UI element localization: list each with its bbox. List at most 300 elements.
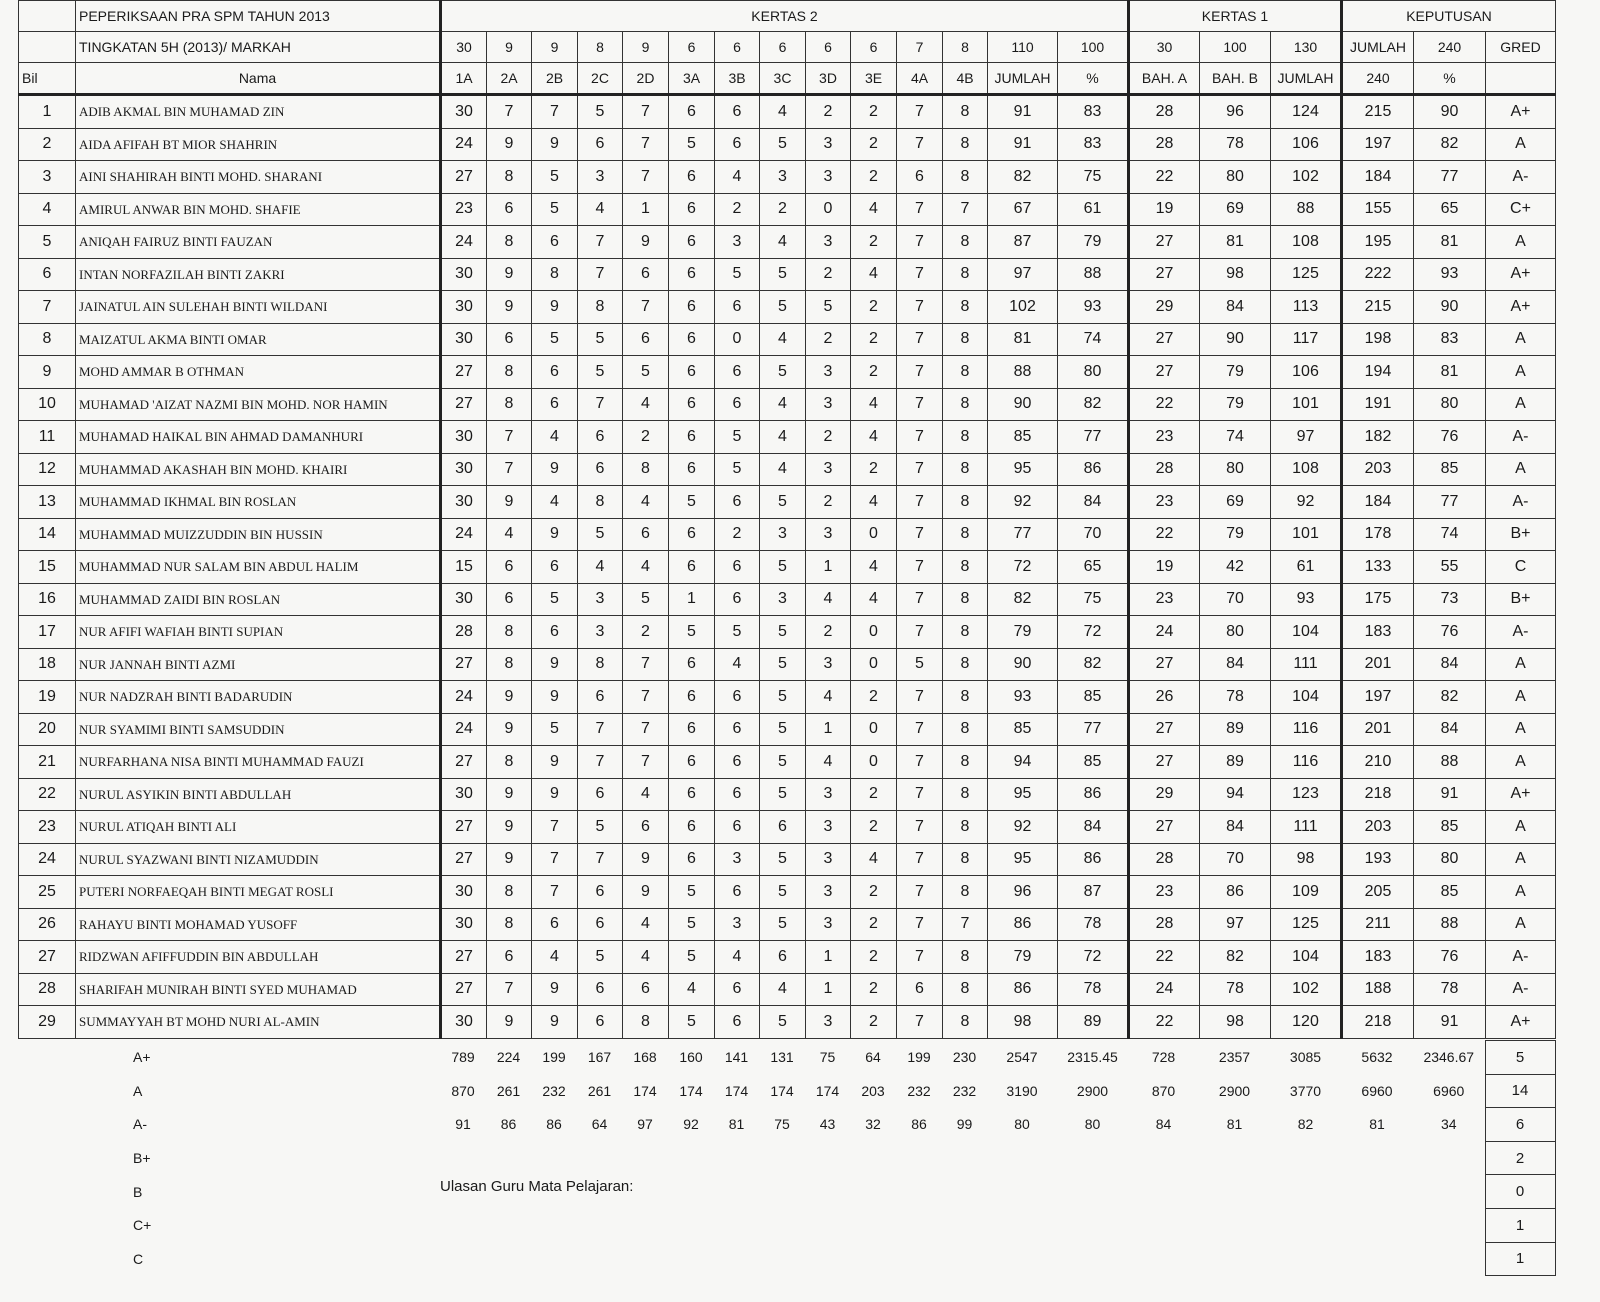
mark-cell: 7 — [623, 128, 669, 161]
summary-value — [987, 1242, 1057, 1276]
mark-cell: 8 — [943, 95, 988, 129]
mark-cell: 104 — [1271, 941, 1342, 974]
mark-cell: 9 — [487, 291, 532, 324]
mark-cell: 7 — [623, 648, 669, 681]
mark-cell: 211 — [1342, 908, 1414, 941]
student-bil: 19 — [19, 681, 76, 714]
mark-cell: 6 — [669, 95, 715, 129]
mark-cell: 7 — [897, 388, 943, 421]
mark-cell: 92 — [988, 486, 1058, 519]
student-bil: 4 — [19, 193, 76, 226]
summary-value: 232 — [907, 1082, 931, 1099]
mark-cell: 109 — [1271, 876, 1342, 909]
mark-cell: 82 — [1414, 681, 1486, 714]
mark-cell: 8 — [943, 973, 988, 1006]
mark-cell: 7 — [897, 583, 943, 616]
mark-cell: 27 — [441, 843, 487, 876]
mark-cell: 28 — [1129, 453, 1200, 486]
mark-cell: 4 — [487, 518, 532, 551]
summary-blank — [18, 1041, 75, 1075]
summary-value — [805, 1208, 850, 1242]
mark-cell: 91 — [1414, 1006, 1486, 1039]
student-name: AMIRUL ANWAR BIN MOHD. SHAFIE — [76, 193, 441, 226]
max-mark-cell: 8 — [578, 32, 623, 63]
max-mark-cell: 100 — [1058, 32, 1129, 63]
column-code-cell: 3E — [851, 63, 897, 95]
mark-cell: 23 — [1129, 876, 1200, 909]
summary-value: 224 — [496, 1049, 521, 1066]
summary-value: 75 — [819, 1049, 836, 1066]
mark-cell: 97 — [1200, 908, 1271, 941]
mark-cell: B+ — [1486, 518, 1556, 551]
summary-value: 174 — [724, 1082, 749, 1099]
summary-blank — [18, 1108, 75, 1142]
mark-cell: 1 — [806, 973, 851, 1006]
mark-cell: 104 — [1271, 616, 1342, 649]
mark-cell: 5 — [578, 95, 623, 129]
grade-count-box: 5 — [1485, 1041, 1555, 1075]
mark-cell: 8 — [943, 648, 988, 681]
student-row — [19, 551, 1556, 584]
mark-cell: 93 — [1271, 583, 1342, 616]
mark-cell: 2 — [851, 128, 897, 161]
mark-cell: 27 — [441, 161, 487, 194]
summary-value: 261 — [587, 1082, 612, 1099]
student-row — [19, 193, 1556, 226]
mark-cell: 175 — [1342, 583, 1414, 616]
mark-cell: 8 — [943, 778, 988, 811]
summary-value — [759, 1242, 805, 1276]
summary-value: 2547 — [1006, 1049, 1038, 1066]
summary-value: 75 — [774, 1116, 790, 1133]
mark-cell: 89 — [1200, 746, 1271, 779]
mark-cell: 6 — [669, 323, 715, 356]
student-name: JAINATUL AIN SULEHAH BINTI WILDANI — [76, 291, 441, 324]
mark-cell: 5 — [760, 778, 806, 811]
student-bil: 1 — [19, 95, 76, 129]
mark-cell: 6 — [897, 161, 943, 194]
student-bil: 6 — [19, 258, 76, 291]
student-row — [19, 746, 1556, 779]
mark-cell: 27 — [441, 388, 487, 421]
summary-value — [896, 1175, 942, 1209]
mark-cell: 3 — [715, 843, 760, 876]
mark-cell: 9 — [487, 128, 532, 161]
marks-table-body — [19, 1, 1556, 1039]
mark-cell: 27 — [1129, 811, 1200, 844]
summary-value — [1057, 1208, 1128, 1242]
mark-cell: 3 — [760, 161, 806, 194]
mark-cell: 8 — [943, 323, 988, 356]
mark-cell: 72 — [988, 551, 1058, 584]
mark-cell: 27 — [441, 648, 487, 681]
mark-cell: 6 — [669, 518, 715, 551]
summary-value: 86 — [546, 1116, 562, 1133]
mark-cell: 6 — [578, 876, 623, 909]
mark-cell: 5 — [760, 291, 806, 324]
mark-cell: 6 — [623, 518, 669, 551]
mark-cell: 6 — [669, 453, 715, 486]
student-bil: 8 — [19, 323, 76, 356]
mark-cell: 79 — [988, 941, 1058, 974]
group-keputusan: KEPUTUSAN — [1342, 1, 1556, 32]
mark-cell: 86 — [1200, 876, 1271, 909]
mark-cell: A — [1486, 713, 1556, 746]
mark-cell: 117 — [1271, 323, 1342, 356]
mark-cell: 9 — [532, 778, 578, 811]
mark-cell: 24 — [1129, 973, 1200, 1006]
summary-value: 232 — [542, 1082, 566, 1099]
mark-cell: 218 — [1342, 1006, 1414, 1039]
mark-cell: A — [1486, 388, 1556, 421]
student-bil: 28 — [19, 973, 76, 1006]
mark-cell: 5 — [897, 648, 943, 681]
summary-value — [1341, 1175, 1413, 1209]
summary-value — [1341, 1141, 1413, 1175]
summary-row — [18, 1141, 1555, 1175]
mark-cell: 4 — [623, 778, 669, 811]
summary-value — [440, 1208, 486, 1242]
max-mark-cell: 30 — [441, 32, 487, 63]
mark-cell: 2 — [760, 193, 806, 226]
mark-cell: 83 — [1058, 128, 1129, 161]
mark-cell: 1 — [806, 551, 851, 584]
student-row — [19, 258, 1556, 291]
mark-cell: 28 — [1129, 128, 1200, 161]
mark-cell: 4 — [532, 421, 578, 454]
mark-cell: 7 — [897, 95, 943, 129]
mark-cell: A — [1486, 226, 1556, 259]
mark-cell: 7 — [897, 843, 943, 876]
mark-cell: 8 — [943, 388, 988, 421]
summary-blank — [18, 1141, 75, 1175]
mark-cell: 8 — [487, 161, 532, 194]
mark-cell: 7 — [897, 681, 943, 714]
mark-cell: 116 — [1271, 713, 1342, 746]
mark-cell: 116 — [1271, 746, 1342, 779]
mark-cell: 6 — [669, 356, 715, 389]
summary-value — [1270, 1242, 1341, 1276]
mark-cell: 81 — [1200, 226, 1271, 259]
mark-cell: A- — [1486, 421, 1556, 454]
mark-cell: 85 — [1058, 746, 1129, 779]
summary-value — [1057, 1242, 1128, 1276]
mark-cell: 65 — [1058, 551, 1129, 584]
mark-cell: 193 — [1342, 843, 1414, 876]
max-mark-cell: 240 — [1414, 32, 1486, 63]
student-bil: 2 — [19, 128, 76, 161]
mark-cell: 0 — [851, 713, 897, 746]
student-bil: 10 — [19, 388, 76, 421]
mark-cell: 84 — [1414, 648, 1486, 681]
student-row — [19, 973, 1556, 1006]
column-code-cell: 4B — [943, 63, 988, 95]
mark-cell: 85 — [988, 713, 1058, 746]
mark-cell: 78 — [1200, 128, 1271, 161]
summary-value — [714, 1175, 759, 1209]
mark-cell: 23 — [1129, 421, 1200, 454]
mark-cell: 0 — [851, 518, 897, 551]
teacher-comment-label: Ulasan Guru Mata Pelajaran: — [440, 1178, 634, 1195]
summary-value — [622, 1242, 668, 1276]
mark-cell: 1 — [669, 583, 715, 616]
mark-cell: 8 — [487, 226, 532, 259]
mark-cell: 8 — [623, 453, 669, 486]
mark-cell: 8 — [943, 811, 988, 844]
mark-cell: 2 — [851, 161, 897, 194]
mark-cell: 30 — [441, 1006, 487, 1039]
mark-cell: 125 — [1271, 258, 1342, 291]
mark-cell: 2 — [851, 1006, 897, 1039]
mark-cell: 3 — [806, 843, 851, 876]
max-mark-cell: 6 — [806, 32, 851, 63]
mark-cell: 9 — [623, 226, 669, 259]
mark-cell: 5 — [578, 323, 623, 356]
mark-cell: 8 — [578, 648, 623, 681]
mark-cell: 7 — [487, 421, 532, 454]
mark-cell: 6 — [715, 551, 760, 584]
mark-cell: 5 — [532, 161, 578, 194]
student-row — [19, 1006, 1556, 1039]
student-name: NURUL ASYIKIN BINTI ABDULLAH — [76, 778, 441, 811]
summary-grade-label: C+ — [133, 1217, 152, 1234]
mark-cell: 5 — [760, 616, 806, 649]
mark-cell: 3 — [806, 908, 851, 941]
mark-cell: 191 — [1342, 388, 1414, 421]
mark-cell: 85 — [1058, 681, 1129, 714]
mark-cell: 3 — [806, 876, 851, 909]
summary-value: 203 — [861, 1082, 885, 1099]
mark-cell: 4 — [715, 941, 760, 974]
column-code-cell: % — [1058, 63, 1129, 95]
mark-cell: 8 — [578, 291, 623, 324]
mark-cell: 82 — [988, 583, 1058, 616]
mark-cell: 2 — [851, 453, 897, 486]
mark-cell: A- — [1486, 941, 1556, 974]
mark-cell: 5 — [760, 258, 806, 291]
mark-cell: 88 — [1271, 193, 1342, 226]
summary-value: 232 — [952, 1082, 977, 1099]
summary-value — [850, 1141, 896, 1175]
mark-cell: 4 — [851, 486, 897, 519]
mark-cell: 182 — [1342, 421, 1414, 454]
mark-cell: 86 — [1058, 778, 1129, 811]
mark-cell: 9 — [532, 291, 578, 324]
mark-cell: 0 — [851, 648, 897, 681]
mark-cell: 3 — [806, 518, 851, 551]
summary-value: 174 — [815, 1082, 840, 1099]
mark-cell: 8 — [943, 681, 988, 714]
mark-cell: 22 — [1129, 941, 1200, 974]
summary-value — [1057, 1141, 1128, 1175]
mark-cell: 83 — [1058, 95, 1129, 129]
student-bil: 13 — [19, 486, 76, 519]
mark-cell: 9 — [487, 681, 532, 714]
summary-row — [18, 1175, 1555, 1209]
mark-cell: 84 — [1200, 291, 1271, 324]
summary-value — [668, 1141, 714, 1175]
mark-cell: 5 — [760, 843, 806, 876]
summary-grade-label: A — [133, 1082, 143, 1099]
mark-cell: 27 — [1129, 258, 1200, 291]
mark-cell: 30 — [441, 421, 487, 454]
mark-cell: 29 — [1129, 291, 1200, 324]
mark-cell: 27 — [1129, 226, 1200, 259]
column-code-cell: JUMLAH — [1271, 63, 1342, 95]
column-code-cell: 3D — [806, 63, 851, 95]
summary-value — [987, 1141, 1057, 1175]
marks-table — [18, 0, 1556, 1039]
mark-cell: 84 — [1058, 811, 1129, 844]
mark-cell: A- — [1486, 486, 1556, 519]
mark-cell: 30 — [441, 453, 487, 486]
mark-cell: 7 — [897, 226, 943, 259]
col-nama-header: Nama — [76, 63, 441, 95]
summary-value — [486, 1208, 531, 1242]
summary-grade-label: A- — [133, 1116, 147, 1133]
mark-cell: 7 — [897, 551, 943, 584]
summary-value — [850, 1242, 896, 1276]
mark-cell: 28 — [441, 616, 487, 649]
mark-cell: 42 — [1200, 551, 1271, 584]
mark-cell: 83 — [1414, 323, 1486, 356]
column-code-cell: 3C — [760, 63, 806, 95]
summary-value: 99 — [956, 1116, 973, 1133]
mark-cell: 4 — [623, 908, 669, 941]
max-mark-cell: 130 — [1271, 32, 1342, 63]
mark-cell: 8 — [943, 746, 988, 779]
column-code-cell: 3A — [669, 63, 715, 95]
summary-value: 3085 — [1289, 1049, 1322, 1066]
mark-cell: 8 — [943, 291, 988, 324]
group-kertas1: KERTAS 1 — [1129, 1, 1342, 32]
summary-value — [1270, 1141, 1341, 1175]
mark-cell: 2 — [806, 421, 851, 454]
mark-cell: 6 — [623, 258, 669, 291]
student-name: NURFARHANA NISA BINTI MUHAMMAD FAUZI — [76, 746, 441, 779]
mark-cell: 6 — [669, 291, 715, 324]
mark-cell: 85 — [1414, 876, 1486, 909]
blank-cell — [19, 1, 76, 32]
mark-cell: 9 — [532, 1006, 578, 1039]
mark-cell: 85 — [1414, 453, 1486, 486]
student-row — [19, 486, 1556, 519]
summary-value: 2315.45 — [1067, 1049, 1118, 1066]
summary-value: 2900 — [1076, 1082, 1109, 1099]
mark-cell: 8 — [487, 388, 532, 421]
mark-cell: 15 — [441, 551, 487, 584]
mark-cell: 81 — [1414, 356, 1486, 389]
mark-cell: 26 — [1129, 681, 1200, 714]
mark-cell: 6 — [578, 1006, 623, 1039]
mark-cell: 6 — [578, 453, 623, 486]
mark-cell: 8 — [943, 876, 988, 909]
student-bil: 25 — [19, 876, 76, 909]
mark-cell: 6 — [715, 356, 760, 389]
blank-cell — [19, 32, 76, 63]
student-row — [19, 323, 1556, 356]
summary-blank — [18, 1074, 75, 1108]
student-row — [19, 128, 1556, 161]
summary-value — [486, 1242, 531, 1276]
mark-cell: 6 — [669, 258, 715, 291]
mark-cell: 30 — [441, 258, 487, 291]
mark-cell: 5 — [669, 908, 715, 941]
summary-value: 160 — [679, 1049, 703, 1066]
mark-cell: 4 — [760, 95, 806, 129]
summary-value — [759, 1175, 805, 1209]
mark-cell: 8 — [943, 421, 988, 454]
mark-cell: 2 — [806, 258, 851, 291]
summary-value: 5632 — [1361, 1049, 1393, 1066]
mark-cell: 6 — [715, 746, 760, 779]
mark-cell: 70 — [1058, 518, 1129, 551]
mark-cell: 2 — [623, 421, 669, 454]
mark-cell: 69 — [1200, 193, 1271, 226]
mark-cell: 4 — [623, 551, 669, 584]
mark-cell: 7 — [943, 193, 988, 226]
mark-cell: A- — [1486, 616, 1556, 649]
mark-cell: 5 — [532, 583, 578, 616]
mark-cell: 4 — [851, 258, 897, 291]
mark-cell: 8 — [943, 161, 988, 194]
mark-cell: 178 — [1342, 518, 1414, 551]
exam-title: PEPERIKSAAN PRA SPM TAHUN 2013 — [76, 1, 441, 32]
mark-cell: 6 — [669, 226, 715, 259]
mark-cell: 97 — [1271, 421, 1342, 454]
mark-cell: 6 — [578, 908, 623, 941]
mark-cell: 88 — [1058, 258, 1129, 291]
mark-cell: 9 — [487, 486, 532, 519]
mark-cell: 6 — [715, 973, 760, 1006]
mark-cell: 30 — [441, 583, 487, 616]
summary-value — [577, 1141, 622, 1175]
summary-value: 81 — [1369, 1116, 1385, 1133]
mark-cell: 3 — [806, 648, 851, 681]
mark-cell: C+ — [1486, 193, 1556, 226]
summary-value — [1199, 1208, 1270, 1242]
mark-cell: 8 — [623, 1006, 669, 1039]
student-name: MUHAMMAD NUR SALAM BIN ABDUL HALIM — [76, 551, 441, 584]
mark-cell: 6 — [532, 356, 578, 389]
summary-value: 84 — [1155, 1116, 1172, 1133]
student-row — [19, 161, 1556, 194]
mark-cell: 8 — [943, 583, 988, 616]
summary-value — [486, 1141, 531, 1175]
column-code-cell: 2C — [578, 63, 623, 95]
mark-cell: 81 — [1414, 226, 1486, 259]
mark-cell: 2 — [715, 518, 760, 551]
mark-cell: 8 — [943, 128, 988, 161]
mark-cell: 6 — [669, 421, 715, 454]
summary-value: 141 — [724, 1049, 749, 1066]
summary-value: 80 — [1014, 1116, 1030, 1133]
mark-cell: 7 — [487, 95, 532, 129]
mark-cell: 5 — [806, 291, 851, 324]
mark-cell: 9 — [532, 518, 578, 551]
student-name: INTAN NORFAZILAH BINTI ZAKRI — [76, 258, 441, 291]
mark-cell: 3 — [760, 518, 806, 551]
student-name: MUHAMAD HAIKAL BIN AHMAD DAMANHURI — [76, 421, 441, 454]
mark-cell: 8 — [943, 356, 988, 389]
student-bil: 9 — [19, 356, 76, 389]
mark-cell: 30 — [441, 876, 487, 909]
mark-cell: 67 — [988, 193, 1058, 226]
mark-cell: 2 — [806, 616, 851, 649]
mark-cell: 27 — [1129, 713, 1200, 746]
mark-cell: 3 — [806, 1006, 851, 1039]
mark-cell: A — [1486, 876, 1556, 909]
